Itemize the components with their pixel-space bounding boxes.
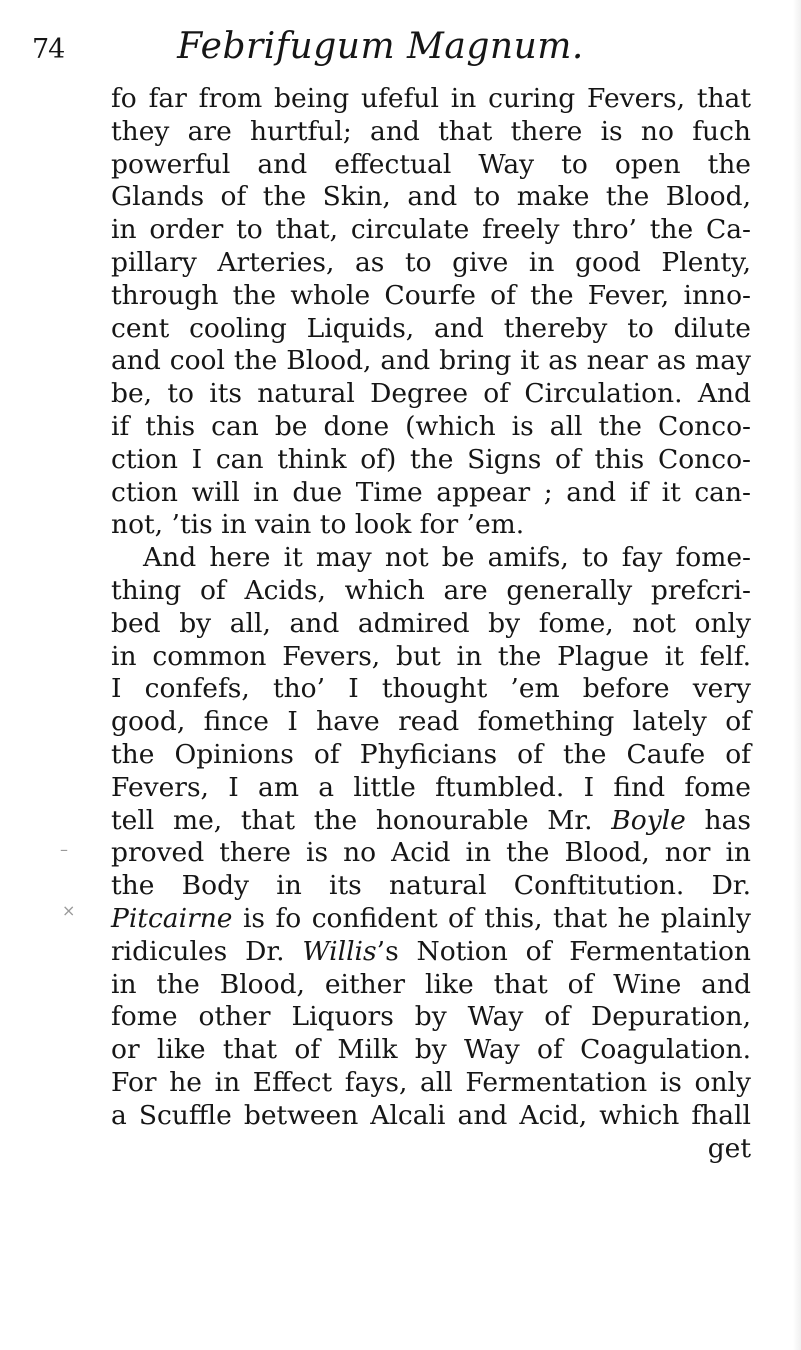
text-line: cent cooling Liquids, and thereby to dilute bbox=[111, 312, 751, 344]
text-line: or like that of Milk by Way of Coagulation. bbox=[111, 1034, 751, 1066]
text-line: the Body in its natural Conftitution. Dr. bbox=[111, 870, 751, 902]
text-line: fo far from being ufeful in curing Fevers, that bbox=[111, 83, 751, 114]
text-line: be, to its natural Degree of Circulation. And bbox=[111, 378, 751, 410]
text-line: ction will in due Time appear ; and if it can- bbox=[111, 476, 751, 508]
text-line: powerful and effectual Way to open the bbox=[111, 148, 751, 180]
text-line: ridicules Dr. Willis’s Notion of Fermentation bbox=[111, 935, 751, 967]
text-line: the Opinions of Phyficians of the Caufe of bbox=[111, 738, 751, 770]
margin-cross-mark: × bbox=[62, 901, 76, 920]
text-line: through the whole Courfe of the Fever, inno- bbox=[111, 279, 751, 311]
text-line: fome other Liquors by Way of Depuration, bbox=[111, 1001, 751, 1033]
text-line: they are hurtful; and that there is no fuch bbox=[111, 115, 751, 147]
text-line: not, ’tis in vain to look for ’em. bbox=[111, 509, 525, 541]
body-text bbox=[111, 83, 751, 1165]
page-number: 74 bbox=[32, 34, 65, 65]
text-line: proved there is no Acid in the Blood, nor in bbox=[111, 837, 751, 869]
text-line: and cool the Blood, and bring it as near as may bbox=[111, 345, 751, 377]
text-line: in the Blood, either like that of Wine and bbox=[111, 968, 751, 1000]
text-line: a Scuffle between Alcali and Acid, which fhall bbox=[111, 1099, 751, 1131]
text-line: pillary Arteries, as to give in good Plenty, bbox=[111, 246, 751, 278]
running-head: Febrifugum Magnum. bbox=[177, 26, 584, 67]
text-line: Glands of the Skin, and to make the Blood, bbox=[111, 181, 751, 213]
text-line: Fevers, I am a little ftumbled. I find fome bbox=[111, 771, 751, 803]
margin-dash-mark: – bbox=[60, 840, 68, 859]
text-line: And here it may not be amifs, to fay fome- bbox=[143, 542, 751, 574]
text-line: bed by all, and admired by fome, not only bbox=[111, 607, 751, 639]
text-line: For he in Effect fays, all Fermentation is only bbox=[111, 1066, 751, 1098]
text-line: Pitcairne is fo confident of this, that he plainly bbox=[111, 902, 751, 934]
text-line: good, fince I have read fomething lately of bbox=[111, 706, 751, 738]
catchword: get bbox=[707, 1132, 751, 1164]
text-line: in order to that, circulate freely thro’ the Ca- bbox=[111, 214, 751, 246]
page-edge-shadow bbox=[793, 0, 801, 1350]
text-line: if this can be done (which is all the Conco- bbox=[111, 410, 751, 442]
text-line: ction I can think of) the Signs of this Conco- bbox=[111, 443, 751, 475]
text-line: thing of Acids, which are generally prefcri- bbox=[111, 574, 751, 606]
text-line: in common Fevers, but in the Plague it felf. bbox=[111, 640, 751, 672]
text-line: tell me, that the honourable Mr. Boyle has bbox=[111, 804, 752, 836]
text-line: I confefs, tho’ I thought ’em before very bbox=[111, 673, 751, 705]
